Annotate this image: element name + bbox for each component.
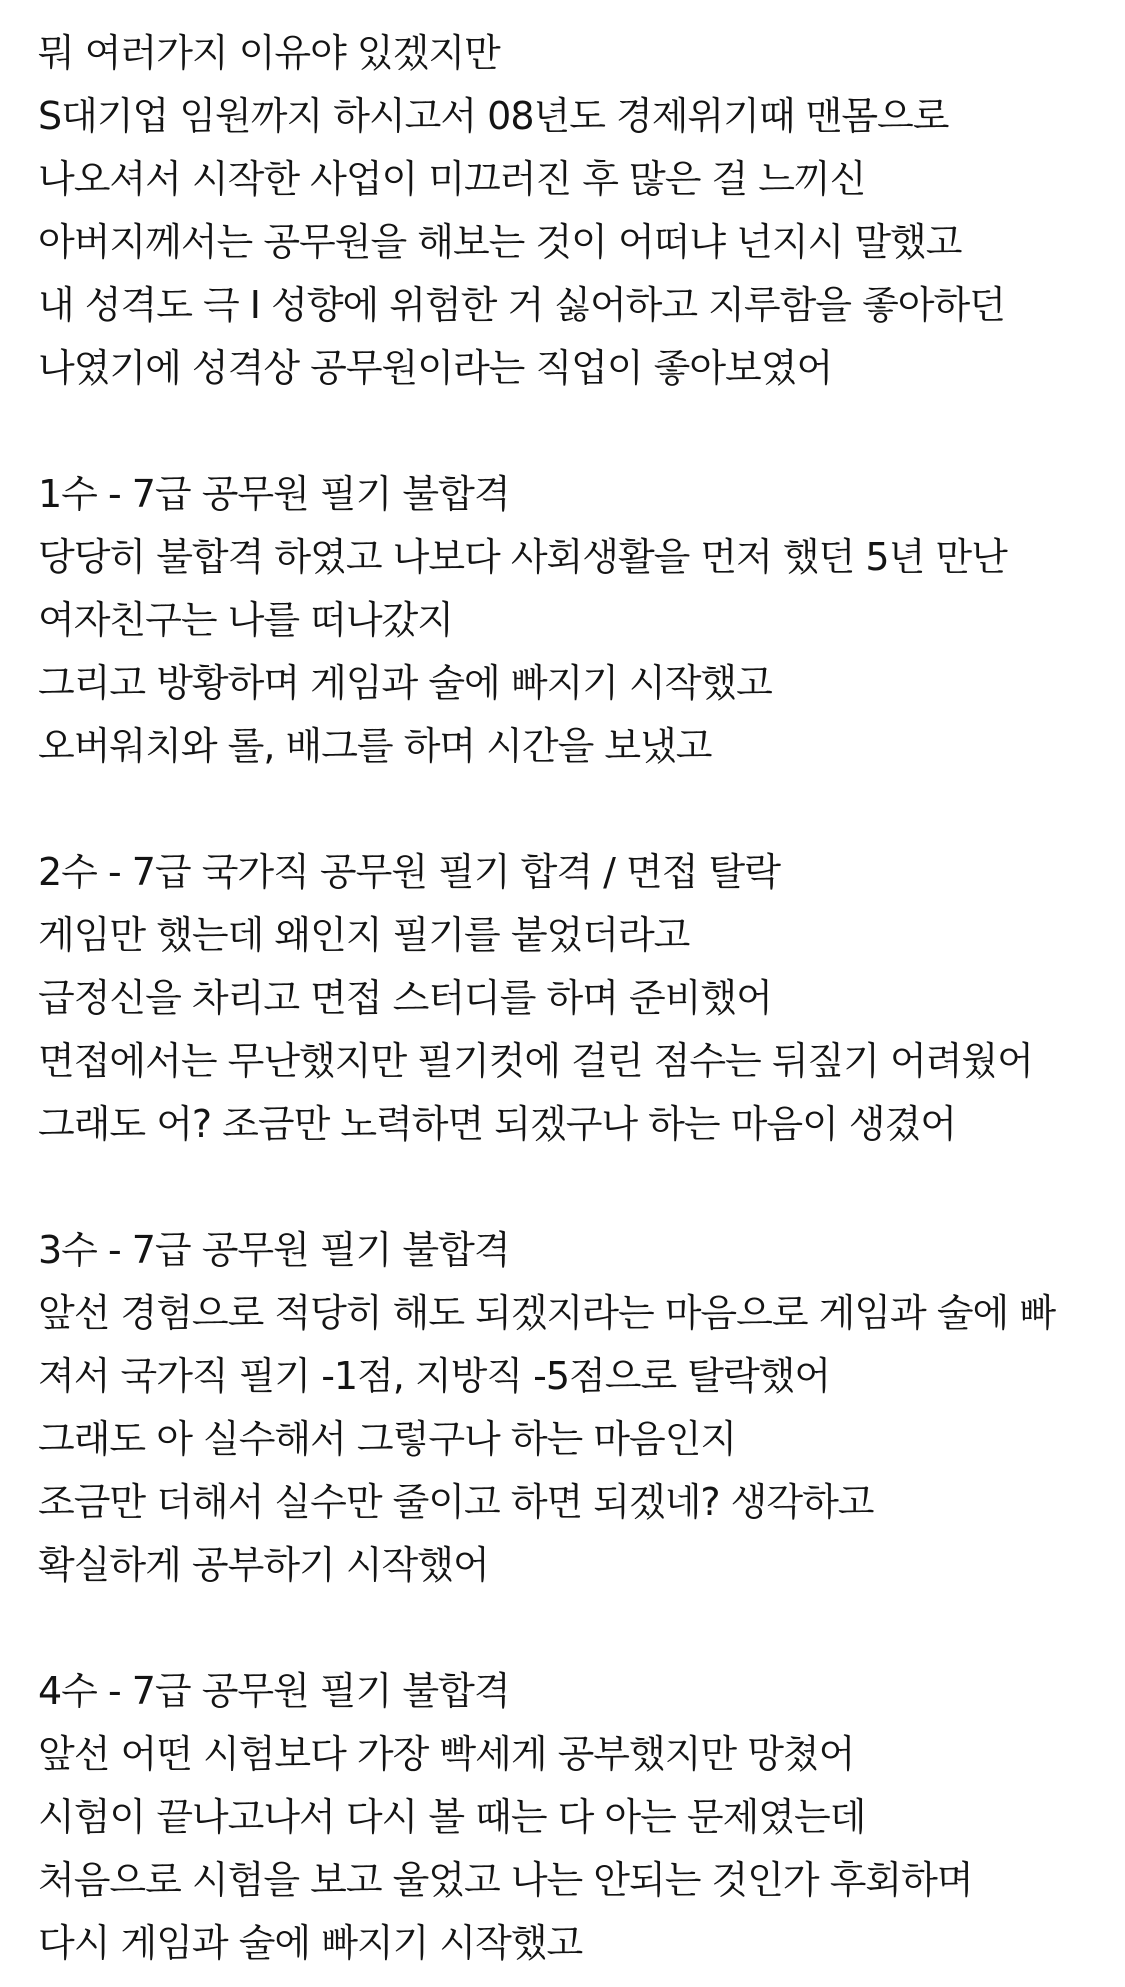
post-body <box>38 22 1118 1975</box>
text-line: 내 성격도 극 I 성향에 위험한 거 싫어하고 지루함을 좋아하던 <box>38 283 1005 327</box>
text-line: 그래도 아 실수해서 그렇구나 하는 마음인지 <box>38 1417 737 1461</box>
paragraph-gap <box>38 400 1118 463</box>
paragraph-gap <box>38 1156 1118 1219</box>
text-line: 나오셔서 시작한 사업이 미끄러진 후 많은 걸 느끼신 <box>38 157 866 201</box>
text-line: 그래도 어? 조금만 노력하면 되겠구나 하는 마음이 생겼어 <box>38 1102 957 1146</box>
text-line: 뭐 여러가지 이유야 있겠지만 <box>38 31 500 75</box>
paragraph-gap <box>38 778 1118 841</box>
text-line: 앞선 어떤 시험보다 가장 빡세게 공부했지만 망쳤어 <box>38 1732 855 1776</box>
attempt-heading: 3수 - 7급 공무원 필기 불합격 <box>38 1228 510 1272</box>
attempt-heading: 2수 - 7급 국가직 공무원 필기 합격 / 면접 탈락 <box>38 850 780 894</box>
text-line: 그리고 방황하며 게임과 술에 빠지기 시작했고 <box>38 661 772 705</box>
text-line: 오버워치와 롤, 배그를 하며 시간을 보냈고 <box>38 724 712 768</box>
text-line: 확실하게 공부하기 시작했어 <box>38 1543 489 1587</box>
text-line: 나였기에 성격상 공무원이라는 직업이 좋아보였어 <box>38 346 833 390</box>
text-line: 시험이 끝나고나서 다시 볼 때는 다 아는 문제였는데 <box>38 1795 866 1839</box>
attempt-heading: 1수 - 7급 공무원 필기 불합격 <box>38 472 510 516</box>
text-line: 여자친구는 나를 떠나갔지 <box>38 598 453 642</box>
text-line: 아버지께서는 공무원을 해보는 것이 어떠냐 넌지시 말했고 <box>38 220 962 264</box>
text-line: 조금만 더해서 실수만 줄이고 하면 되겠네? 생각하고 <box>38 1480 874 1524</box>
text-line: 다시 게임과 술에 빠지기 시작했고 <box>38 1921 583 1965</box>
text-line: 급정신을 차리고 면접 스터디를 하며 준비했어 <box>38 976 772 1020</box>
text-line: 면접에서는 무난했지만 필기컷에 걸린 점수는 뒤짚기 어려웠어 <box>38 1039 1033 1083</box>
paragraph-attempt-1 <box>38 463 1118 778</box>
paragraph-gap <box>38 1597 1118 1660</box>
text-line: 처음으로 시험을 보고 울었고 나는 안되는 것인가 후회하며 <box>38 1858 973 1902</box>
text-line: 져서 국가직 필기 -1점, 지방직 -5점으로 탈락했어 <box>38 1354 831 1398</box>
paragraph-attempt-3 <box>38 1219 1118 1597</box>
paragraph-attempt-4 <box>38 1660 1118 1975</box>
paragraph-attempt-2 <box>38 841 1118 1156</box>
text-line: 게임만 했는데 왜인지 필기를 붙었더라고 <box>38 913 690 957</box>
paragraph-intro <box>38 22 1118 400</box>
text-line: 당당히 불합격 하였고 나보다 사회생활을 먼저 했던 5년 만난 <box>38 535 1007 579</box>
text-line: 앞선 경험으로 적당히 해도 되겠지라는 마음으로 게임과 술에 빠 <box>38 1291 1056 1335</box>
attempt-heading: 4수 - 7급 공무원 필기 불합격 <box>38 1669 510 1713</box>
text-line: S대기업 임원까지 하시고서 08년도 경제위기때 맨몸으로 <box>38 94 949 138</box>
